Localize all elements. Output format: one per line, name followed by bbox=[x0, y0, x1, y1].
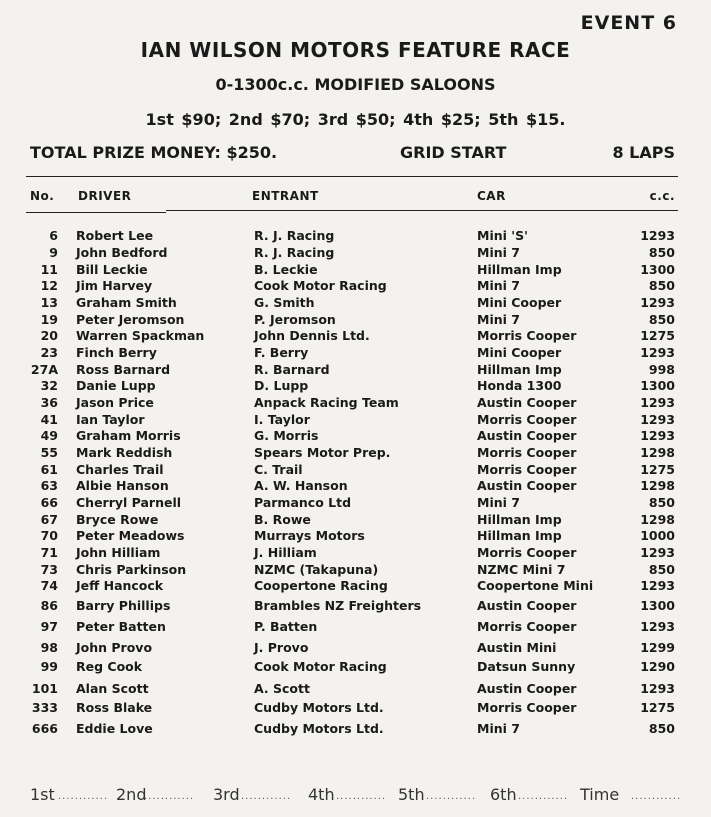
entry-driver: Chris Parkinson bbox=[76, 562, 187, 577]
entry-row bbox=[0, 721, 711, 737]
lap-count: 8 LAPS bbox=[612, 143, 675, 162]
entry-car: Hillman Imp bbox=[477, 362, 562, 377]
entry-driver: Barry Phillips bbox=[76, 598, 171, 613]
entry-number: 74 bbox=[40, 578, 58, 593]
entry-row bbox=[0, 295, 711, 311]
entry-cc: 1293 bbox=[640, 578, 675, 593]
column-header-driver: DRIVER bbox=[78, 189, 132, 203]
entry-entrant: Coopertone Racing bbox=[254, 578, 388, 593]
entry-cc: 850 bbox=[648, 721, 675, 736]
entry-number: 66 bbox=[40, 495, 58, 510]
entry-row bbox=[0, 412, 711, 428]
entry-entrant: B. Leckie bbox=[254, 262, 318, 277]
entry-entrant: R. J. Racing bbox=[254, 228, 335, 243]
entry-entrant: I. Taylor bbox=[254, 412, 310, 427]
entry-number: 99 bbox=[40, 659, 58, 674]
entry-number: 19 bbox=[40, 312, 58, 327]
entry-entrant: Anpack Racing Team bbox=[254, 395, 399, 410]
entry-number: 73 bbox=[40, 562, 58, 577]
entry-row bbox=[0, 378, 711, 394]
entry-car: Morris Cooper bbox=[477, 445, 577, 460]
entry-entrant: G. Smith bbox=[254, 295, 315, 310]
entry-driver: Jason Price bbox=[76, 395, 154, 410]
entry-entrant: Parmanco Ltd bbox=[254, 495, 352, 510]
entry-car: Morris Cooper bbox=[477, 412, 577, 427]
entry-driver: Robert Lee bbox=[76, 228, 154, 243]
entry-entrant: Brambles NZ Freighters bbox=[254, 598, 422, 613]
entry-driver: John Bedford bbox=[76, 245, 168, 260]
entry-cc: 1300 bbox=[640, 378, 675, 393]
entry-entrant: G. Morris bbox=[254, 428, 319, 443]
entry-number: 12 bbox=[40, 278, 58, 293]
entry-driver: Mark Reddish bbox=[76, 445, 173, 460]
entry-driver: Bryce Rowe bbox=[76, 512, 159, 527]
grid-start: GRID START bbox=[400, 143, 507, 162]
entry-number: 27A bbox=[30, 362, 58, 377]
entry-row bbox=[0, 578, 711, 594]
place-label: 6th bbox=[490, 785, 517, 804]
entry-row bbox=[0, 328, 711, 344]
entry-driver: Reg Cook bbox=[76, 659, 143, 674]
entry-row bbox=[0, 512, 711, 528]
entry-row bbox=[0, 640, 711, 656]
entry-number: 97 bbox=[40, 619, 58, 634]
entry-driver: Peter Meadows bbox=[76, 528, 185, 543]
entry-entrant: C. Trail bbox=[254, 462, 303, 477]
entry-car: Mini Cooper bbox=[477, 295, 562, 310]
entry-driver: Alan Scott bbox=[76, 681, 149, 696]
entry-row bbox=[0, 245, 711, 261]
header-top-rule bbox=[26, 176, 678, 177]
entry-driver: Peter Jeromson bbox=[76, 312, 185, 327]
entry-entrant: Cook Motor Racing bbox=[254, 659, 387, 674]
entry-cc: 1298 bbox=[640, 478, 675, 493]
entry-entrant: J. Provo bbox=[254, 640, 309, 655]
entry-car: Hillman Imp bbox=[477, 528, 562, 543]
column-header-entrant: ENTRANT bbox=[252, 189, 319, 203]
place-label: 5th bbox=[398, 785, 425, 804]
prize-breakdown: 1st $90; 2nd $70; 3rd $50; 4th $25; 5th $15. bbox=[145, 110, 566, 129]
entry-row bbox=[0, 619, 711, 635]
entry-cc: 1275 bbox=[640, 328, 675, 343]
entry-row bbox=[0, 598, 711, 614]
place-label: 3rd bbox=[213, 785, 240, 804]
entry-cc: 1293 bbox=[640, 295, 675, 310]
entry-driver: Ross Blake bbox=[76, 700, 153, 715]
entry-car: Mini 7 bbox=[477, 312, 520, 327]
entry-row bbox=[0, 445, 711, 461]
entry-number: 86 bbox=[40, 598, 58, 613]
entry-number: 9 bbox=[49, 245, 58, 260]
entry-number: 41 bbox=[40, 412, 58, 427]
entry-car: Morris Cooper bbox=[477, 619, 577, 634]
entry-car: Morris Cooper bbox=[477, 462, 577, 477]
entry-number: 63 bbox=[40, 478, 58, 493]
entry-driver: Bill Leckie bbox=[76, 262, 148, 277]
entry-row bbox=[0, 428, 711, 444]
entry-car: Morris Cooper bbox=[477, 328, 577, 343]
entry-car: Mini Cooper bbox=[477, 345, 562, 360]
time-label: Time bbox=[580, 785, 620, 804]
entry-number: 49 bbox=[40, 428, 58, 443]
place-label: 2nd bbox=[116, 785, 147, 804]
entry-driver: Peter Batten bbox=[76, 619, 166, 634]
entry-driver: Finch Berry bbox=[76, 345, 157, 360]
entry-number: 32 bbox=[40, 378, 58, 393]
entry-car: Morris Cooper bbox=[477, 545, 577, 560]
entry-row bbox=[0, 362, 711, 378]
place-blank: ............ bbox=[518, 791, 569, 802]
place-blank: ............ bbox=[58, 791, 109, 802]
entry-driver: John Hilliam bbox=[76, 545, 161, 560]
entry-number: 36 bbox=[40, 395, 58, 410]
entry-number: 67 bbox=[40, 512, 58, 527]
entry-driver: Ross Barnard bbox=[76, 362, 171, 377]
entry-driver: Warren Spackman bbox=[76, 328, 205, 343]
entry-entrant: Cudby Motors Ltd. bbox=[254, 721, 384, 736]
entry-entrant: Spears Motor Prep. bbox=[254, 445, 391, 460]
entry-driver: John Provo bbox=[76, 640, 153, 655]
entry-cc: 850 bbox=[648, 562, 675, 577]
entry-number: 98 bbox=[40, 640, 58, 655]
entry-number: 11 bbox=[40, 262, 58, 277]
entry-entrant: J. Hilliam bbox=[254, 545, 317, 560]
entry-car: NZMC Mini 7 bbox=[477, 562, 566, 577]
entry-cc: 1293 bbox=[640, 428, 675, 443]
entry-entrant: Murrays Motors bbox=[254, 528, 365, 543]
entry-car: Austin Cooper bbox=[477, 681, 577, 696]
entry-car: Honda 1300 bbox=[477, 378, 562, 393]
race-title: IAN WILSON MOTORS FEATURE RACE bbox=[140, 38, 571, 62]
entry-number: 666 bbox=[31, 721, 58, 736]
entry-row bbox=[0, 228, 711, 244]
entry-row bbox=[0, 278, 711, 294]
entry-row bbox=[0, 528, 711, 544]
header-rule-left bbox=[26, 212, 166, 213]
entry-car: Datsun Sunny bbox=[477, 659, 576, 674]
entry-entrant: A. Scott bbox=[254, 681, 310, 696]
entry-row bbox=[0, 262, 711, 278]
entry-entrant: NZMC (Takapuna) bbox=[254, 562, 379, 577]
entry-car: Morris Cooper bbox=[477, 700, 577, 715]
entry-cc: 1300 bbox=[640, 598, 675, 613]
entry-cc: 1300 bbox=[640, 262, 675, 277]
place-label: 1st bbox=[30, 785, 55, 804]
column-header-no: No. bbox=[30, 189, 55, 203]
entry-car: Mini 7 bbox=[477, 245, 520, 260]
entry-entrant: R. Barnard bbox=[254, 362, 330, 377]
entry-car: Mini 7 bbox=[477, 278, 520, 293]
entry-entrant: John Dennis Ltd. bbox=[254, 328, 370, 343]
entry-car: Mini 7 bbox=[477, 721, 520, 736]
entry-entrant: P. Batten bbox=[254, 619, 318, 634]
entry-row bbox=[0, 545, 711, 561]
entry-number: 101 bbox=[31, 681, 58, 696]
entry-number: 13 bbox=[40, 295, 58, 310]
header-rule-right bbox=[166, 210, 678, 211]
entry-number: 20 bbox=[40, 328, 58, 343]
entry-row bbox=[0, 478, 711, 494]
entry-number: 71 bbox=[40, 545, 58, 560]
entry-cc: 1000 bbox=[640, 528, 675, 543]
entry-driver: Ian Taylor bbox=[76, 412, 145, 427]
entry-driver: Eddie Love bbox=[76, 721, 153, 736]
entry-entrant: P. Jeromson bbox=[254, 312, 336, 327]
entry-driver: Jim Harvey bbox=[76, 278, 153, 293]
entry-cc: 850 bbox=[648, 312, 675, 327]
race-class: 0-1300c.c. MODIFIED SALOONS bbox=[215, 75, 496, 94]
entry-car: Hillman Imp bbox=[477, 262, 562, 277]
entry-entrant: Cook Motor Racing bbox=[254, 278, 387, 293]
entry-cc: 1293 bbox=[640, 412, 675, 427]
entry-car: Austin Cooper bbox=[477, 428, 577, 443]
entry-driver: Danie Lupp bbox=[76, 378, 156, 393]
place-blank: ............ bbox=[144, 791, 195, 802]
entry-cc: 850 bbox=[648, 278, 675, 293]
entry-cc: 1275 bbox=[640, 700, 675, 715]
entry-number: 61 bbox=[40, 462, 58, 477]
entry-driver: Cherryl Parnell bbox=[76, 495, 182, 510]
entry-cc: 1298 bbox=[640, 445, 675, 460]
entry-row bbox=[0, 659, 711, 675]
entry-car: Coopertone Mini bbox=[477, 578, 594, 593]
entry-number: 23 bbox=[40, 345, 58, 360]
entry-cc: 1293 bbox=[640, 619, 675, 634]
entry-car: Mini 'S' bbox=[477, 228, 528, 243]
entry-cc: 850 bbox=[648, 495, 675, 510]
entry-row bbox=[0, 312, 711, 328]
time-blank: ............ bbox=[631, 791, 682, 802]
total-prize-money: TOTAL PRIZE MONEY: $250. bbox=[30, 143, 278, 162]
entry-entrant: R. J. Racing bbox=[254, 245, 335, 260]
entry-driver: Graham Smith bbox=[76, 295, 177, 310]
entry-car: Austin Mini bbox=[477, 640, 557, 655]
entry-row bbox=[0, 345, 711, 361]
entry-cc: 1293 bbox=[640, 228, 675, 243]
entry-row bbox=[0, 562, 711, 578]
entry-cc: 1293 bbox=[640, 345, 675, 360]
column-header-cc: c.c. bbox=[649, 189, 675, 203]
entry-cc: 1293 bbox=[640, 681, 675, 696]
entry-entrant: A. W. Hanson bbox=[254, 478, 348, 493]
entry-row bbox=[0, 395, 711, 411]
entry-entrant: B. Rowe bbox=[254, 512, 311, 527]
entry-entrant: Cudby Motors Ltd. bbox=[254, 700, 384, 715]
entry-driver: Graham Morris bbox=[76, 428, 181, 443]
entry-car: Hillman Imp bbox=[477, 512, 562, 527]
entry-car: Austin Cooper bbox=[477, 395, 577, 410]
entry-car: Austin Cooper bbox=[477, 598, 577, 613]
entry-number: 6 bbox=[49, 228, 58, 243]
entry-row bbox=[0, 681, 711, 697]
place-blank: ............ bbox=[426, 791, 477, 802]
entry-number: 70 bbox=[40, 528, 58, 543]
event-number: EVENT 6 bbox=[580, 12, 677, 34]
entry-driver: Charles Trail bbox=[76, 462, 164, 477]
entry-driver: Albie Hanson bbox=[76, 478, 169, 493]
entry-cc: 1290 bbox=[640, 659, 675, 674]
entry-cc: 1293 bbox=[640, 395, 675, 410]
entry-driver: Jeff Hancock bbox=[76, 578, 164, 593]
entry-cc: 1293 bbox=[640, 545, 675, 560]
entry-number: 333 bbox=[31, 700, 58, 715]
place-blank: ............ bbox=[241, 791, 292, 802]
place-label: 4th bbox=[308, 785, 335, 804]
entry-row bbox=[0, 462, 711, 478]
entry-cc: 850 bbox=[648, 245, 675, 260]
entry-row bbox=[0, 700, 711, 716]
place-blank: ............ bbox=[336, 791, 387, 802]
entry-number: 55 bbox=[40, 445, 58, 460]
entry-entrant: D. Lupp bbox=[254, 378, 309, 393]
entry-cc: 998 bbox=[648, 362, 675, 377]
entry-cc: 1298 bbox=[640, 512, 675, 527]
column-header-car: CAR bbox=[477, 189, 506, 203]
entry-car: Mini 7 bbox=[477, 495, 520, 510]
entry-cc: 1299 bbox=[640, 640, 675, 655]
entry-cc: 1275 bbox=[640, 462, 675, 477]
entry-entrant: F. Berry bbox=[254, 345, 309, 360]
entry-car: Austin Cooper bbox=[477, 478, 577, 493]
entry-row bbox=[0, 495, 711, 511]
